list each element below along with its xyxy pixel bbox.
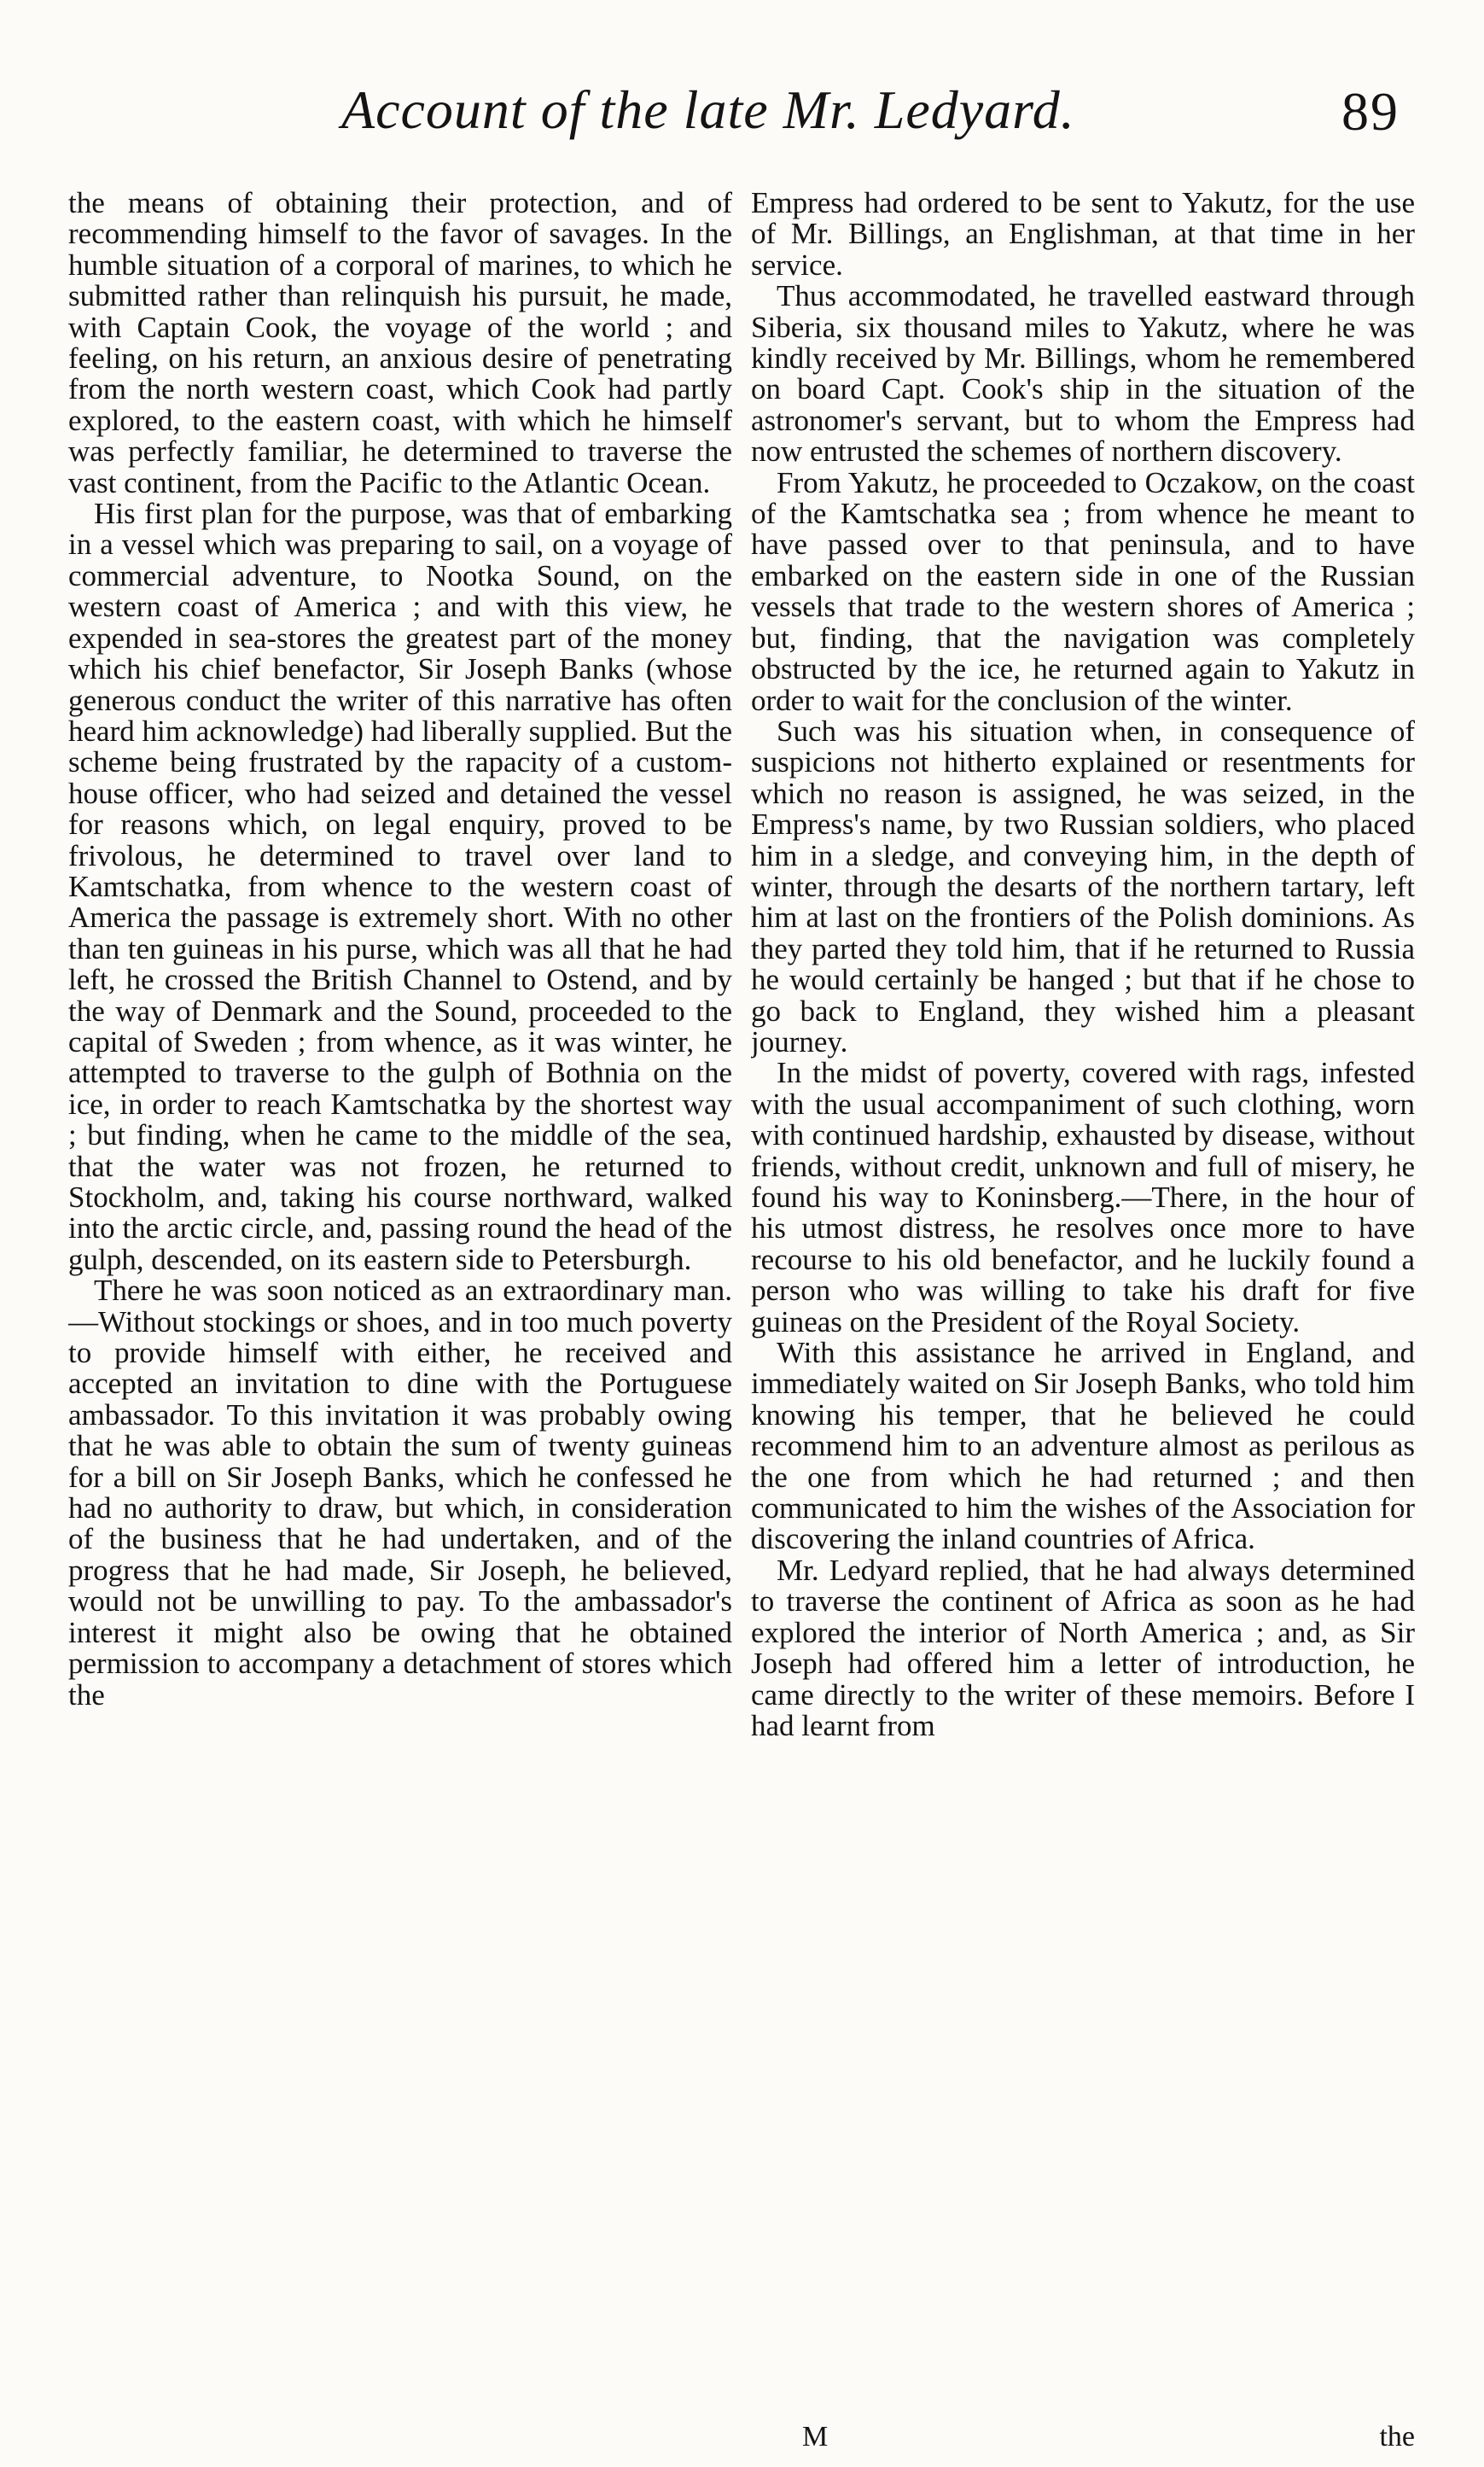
paragraph: Thus accommodated, he travelled eastward through Siberia, six thousand miles to Yakutz, where he was kindly received by Mr. Billings, whom he remembered on board Capt. Cook's ship in the situation of the astronomer's servant, but to whom the Empress had now entrusted the schemes of northern discovery. [751, 279, 1415, 469]
right-text-column [751, 188, 1415, 2407]
running-title: Account of the late Mr. Ledyard. [341, 79, 1075, 140]
paragraph: His first plan for the purpose, was that of embarking in a vessel which was preparing to sail, on a voyage of commercial adventure, to Nootka Sound, on the western coast of America ; and with this view, he expended in sea-stores the greatest part of the money which his chief benefactor, Sir Joseph Banks (whose generous conduct the writer of this narrative has often heard him acknowledge) had liberally supplied. But the scheme being frustrated by the rapacity of a custom-house officer, who had seized and detained the vessel for reasons which, on legal enquiry, proved to be frivolous, he determined to travel over land to Kamtschatka, from whence to the western coast of America the passage is extremely short. With no other than ten guineas in his purse, which was all that he had left, he crossed the British Channel to Ostend, and by the way of Denmark and the Sound, proceeded to the capital of Sweden ; from whence, as it was winter, he attempted to traverse to the gulph of Bothnia on the ice, in order to reach Kamtschatka by the shortest way ; but finding, when he came to the middle of the sea, that the water was not frozen, he returned to Stockholm, and, taking his course northward, walked into the arctic circle, and, passing round the head of the gulph, descended, on its eastern side to Petersburgh. [68, 497, 732, 1276]
paragraph: There he was soon noticed as an extraordinary man.—Without stockings or shoes, and in too much poverty to provide himself with either, he received and accepted an invitation to dine with the Portuguese ambassador. To this invitation it was probably owing that he was able to obtain the sum of twenty guineas for a bill on Sir Joseph Banks, which he confessed he had no authority to draw, but which, in consideration of the business that he had undertaken, and of the progress that he had made, Sir Joseph, he believed, would not be unwilling to pay. To the ambassador's interest it might also be owing that he obtained permission to accompany a detachment of stores which the [68, 1274, 732, 1712]
left-text-column [68, 188, 732, 2407]
page-footer [751, 2416, 1415, 2458]
paragraph: From Yakutz, he proceeded to Oczakow, on the coast of the Kamtschatka sea ; from whence he meant to have passed over to that peninsula, and to have embarked on the eastern side in one of the Russian vessels that trade to the western shores of America ; but, finding, that the navigation was completely obstructed by the ice, he returned again to Yakutz in order to wait for the conclusion of the winter. [751, 465, 1415, 717]
paragraph: Empress had ordered to be sent to Yakutz, for the use of Mr. Billings, an Englishman, at that time in her service. [751, 188, 1415, 282]
paragraph: Such was his situation when, in consequence of suspicions not hitherto explained or resentments for which no reason is assigned, he was seized, in the Empress's name, by two Russian soldiers, who placed him in a sledge, and conveying him, in the depth of winter, through the desarts of the northern tartary, left him at last on the frontiers of the Polish dominions. As they parted they told him, that if he returned to Russia he would certainly be hanged ; but that if he chose to go back to England, they wished him a pleasant journey. [751, 714, 1415, 1059]
catchword: the [1379, 2421, 1415, 2452]
paragraph: Mr. Ledyard replied, that he had always determined to traverse the continent of Africa as soon as he had explored the interior of North America ; and, as Sir Joseph had offered him a letter of introduction, he came directly to the writer of these memoirs. Before I had learnt from [751, 1553, 1415, 1742]
paragraph: With this assistance he arrived in England, and immediately waited on Sir Joseph Banks, who told him knowing his temper, that he believed he could recommend him to an adventure almost as perilous as the one from which he had returned ; and then communicated to him the wishes of the Association for discovering the inland countries of Africa. [751, 1336, 1415, 1556]
page-number: 89 [1341, 81, 1400, 142]
signature-mark: M [802, 2421, 829, 2452]
paragraph: the means of obtaining their protection, and of recommending himself to the favor of savages. In the humble situation of a corporal of marines, to which he submitted rather than relinquish his pursuit, he made, with Captain Cook, the voyage of the world ; and feeling, on his return, an anxious desire of penetrating from the north western coast, which Cook had partly explored, to the eastern coast, with which he himself was perfectly familiar, he determined to traverse the vast continent, from the Pacific to the Atlantic Ocean. [68, 188, 732, 499]
page-header [341, 79, 1400, 155]
paragraph: In the midst of poverty, covered with rags, infested with the usual accompaniment of such clothing, worn with continued hardship, exhausted by disease, without friends, without credit, unknown and full of misery, he found his way to Koninsberg.—There, in the hour of his utmost distress, he resolves once more to have recourse to his old benefactor, and he luckily found a person who was willing to take his draft for five guineas on the President of the Royal Society. [751, 1056, 1415, 1338]
